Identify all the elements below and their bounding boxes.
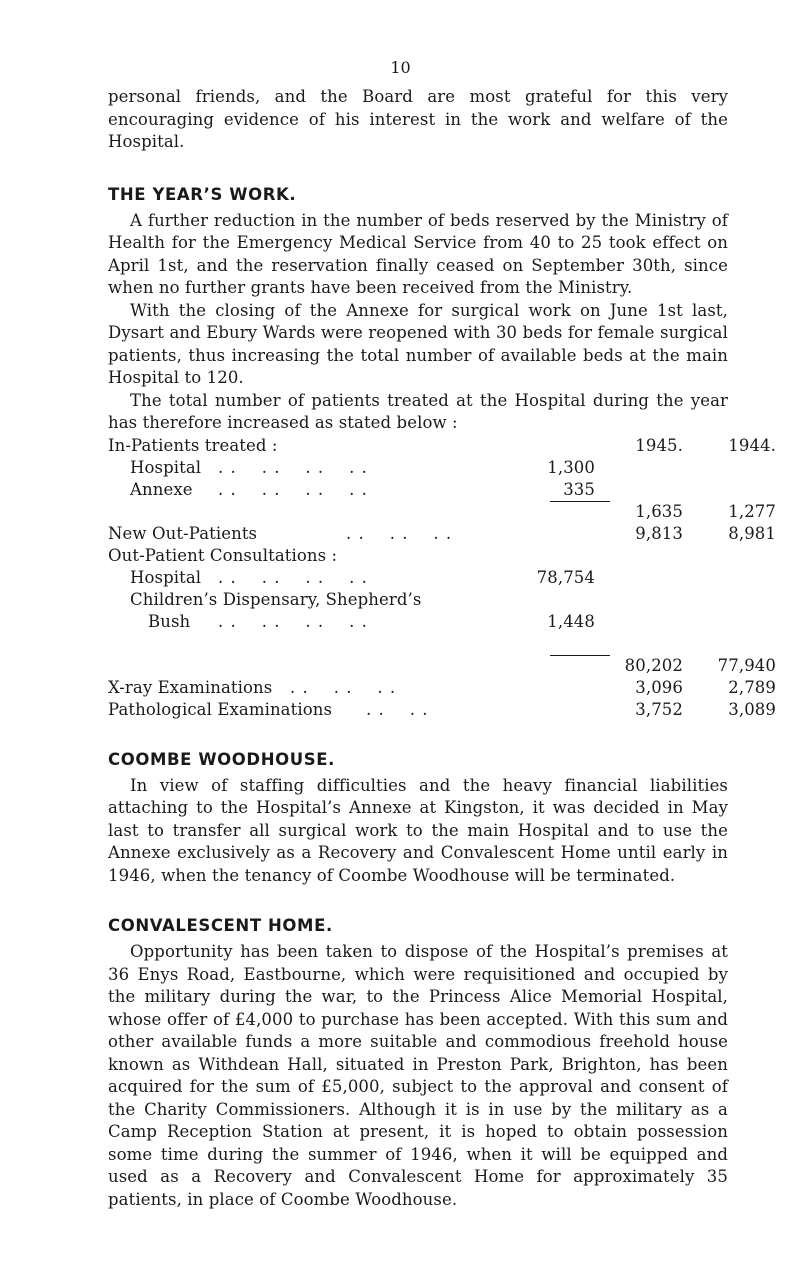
stats-value: 9,813 xyxy=(635,523,683,543)
stats-value: 2,789 xyxy=(728,677,776,697)
paragraph-patients-treated: The total number of patients treated at the Hospital during the year has therefore increased as stated below : xyxy=(108,390,728,432)
stats-label: Bush xyxy=(148,611,191,631)
stats-label: Hospital xyxy=(130,567,202,587)
page-body xyxy=(108,86,776,1211)
leader-dots: . . . . . . . . xyxy=(218,457,368,477)
stats-label: New Out-Patients xyxy=(108,523,258,543)
stats-row-childrens-dispensary-cont xyxy=(108,611,788,633)
stats-label: Annexe xyxy=(130,479,193,499)
section-heading-years-work: THE YEAR’S WORK. xyxy=(108,184,297,204)
leader-dots: . . . . . . . . xyxy=(218,479,368,499)
stats-row-annexe xyxy=(108,479,788,501)
stats-value: 1,300 xyxy=(547,457,595,477)
stats-value: 1,277 xyxy=(728,501,776,521)
stats-value: 77,940 xyxy=(717,655,776,675)
stats-value: 3,096 xyxy=(635,677,683,697)
section-heading-convalescent-home: CONVALESCENT HOME. xyxy=(108,916,333,935)
stats-value: 80,202 xyxy=(624,655,683,675)
paragraph-convalescent-home: Opportunity has been taken to dispose of the Hospital’s premises at 36 Enys Road, Eastbourne, which were requisitioned and occupied by the military during the war, to the Princess Alice Memorial Hospital, whose offer of £4,000 to purchase has been accepted. With this sum and other available funds a more suitable and commodious freehold house known as Withdean Hall, situated in Preston Park, Brighton, has been acquired for the sum of £5,000, subject to the approval and consent of the Charity Commissioners. Although it is in use by the military as a Camp Reception Station at present, it is hoped to obtain possession some time during the summer of 1946, when it will be equipped and used as a Recovery and Convalescent Home for approximately 35 patients, in place of Coombe Woodhouse. xyxy=(108,942,728,1209)
intro-paragraph: personal friends, and the Board are most grateful for this very encouraging evidence of his interest in the work and welfare of the Hospital. xyxy=(108,87,728,151)
stats-value: 3,752 xyxy=(635,699,683,719)
stats-row-consultations-header xyxy=(108,545,788,567)
leader-dots: . . . . xyxy=(366,699,429,719)
stats-row-hospital xyxy=(108,457,788,479)
stats-value: 1,448 xyxy=(547,611,595,631)
paragraph-beds-reduction: A further reduction in the number of beds reserved by the Ministry of Health for the Emergency Medical Service from 40 to 25 took effect on April 1st, and the reservation finally ceased on September 30th, since when no further grants have been received from the Ministry. xyxy=(108,210,728,297)
stats-label: Children’s Dispensary, Shepherd’s xyxy=(130,589,422,609)
column-header-1944: 1944. xyxy=(728,435,776,455)
stats-row-childrens-dispensary xyxy=(108,589,788,611)
stats-row-inpatients-total xyxy=(108,501,788,523)
leader-dots: . . . . . . . . xyxy=(218,567,368,587)
stats-value: 1,635 xyxy=(635,501,683,521)
leader-dots: . . . . . . xyxy=(346,523,453,543)
leader-dots: . . . . . . xyxy=(290,677,397,697)
stats-row-new-outpatients xyxy=(108,523,788,545)
leader-dots: . . . . . . . . xyxy=(218,611,368,631)
statistics-table xyxy=(108,435,788,655)
stats-row-consult-hospital xyxy=(108,567,788,589)
stats-label: X-ray Examinations xyxy=(108,677,273,697)
stats-row-xray xyxy=(108,677,788,699)
stats-label: Hospital xyxy=(130,457,202,477)
stats-label: In-Patients treated : xyxy=(108,435,278,455)
paragraph-annexe-closing: With the closing of the Annexe for surgical work on June 1st last, Dysart and Ebury Wards were reopened with 30 beds for female surgical patients, thus increasing the total number of available beds at the main Hospital to 120. xyxy=(108,300,728,387)
paragraph-coombe-woodhouse: In view of staffing difficulties and the heavy financial liabilities attaching to the Hospital’s Annexe at Kingston, it was decided in May last to transfer all surgical work to the main Hospital and to use the Annexe exclusively as a Recovery and Convalescent Home until early in 1946, when the tenancy of Coombe Woodhouse will be terminated. xyxy=(108,775,728,885)
stats-value: 335 xyxy=(563,479,595,499)
stats-row-pathological xyxy=(108,699,788,721)
stats-label: Pathological Examinations xyxy=(108,699,333,719)
stats-label: Out-Patient Consultations : xyxy=(108,545,338,565)
page-number: 10 xyxy=(390,58,411,77)
stats-row-inpatients-header xyxy=(108,435,788,457)
stats-value: 3,089 xyxy=(728,699,776,719)
statistics-table-cont xyxy=(108,655,788,721)
column-header-1945: 1945. xyxy=(635,435,683,455)
section-heading-coombe-woodhouse: COOMBE WOODHOUSE. xyxy=(108,749,335,769)
stats-row-consultations-total xyxy=(108,655,788,677)
stats-value: 78,754 xyxy=(536,567,595,587)
stats-value: 8,981 xyxy=(728,523,776,543)
